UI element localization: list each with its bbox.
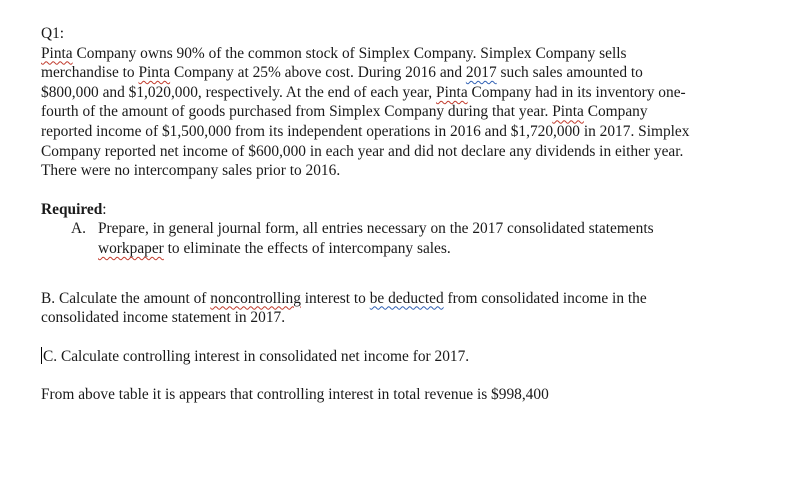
requirement-b: [41, 289, 793, 328]
spelling-flag[interactable]: Pinta: [552, 103, 584, 121]
list-marker: A.: [71, 220, 86, 238]
text-line: Pinta Company owns 90% of the common stock of Simplex Company. Simplex Company sells: [41, 44, 627, 62]
text-line: consolidated income statement in 2017.: [41, 309, 286, 327]
grammar-flag[interactable]: be deducted: [369, 289, 444, 307]
question-label: Q1:: [41, 25, 65, 42]
text-cursor[interactable]: [41, 347, 42, 364]
text-line: workpaper to eliminate the effects of intercompany sales.: [98, 239, 451, 257]
spelling-flag[interactable]: Pinta: [138, 64, 171, 82]
answer-paragraph: [41, 385, 793, 405]
text-line: merchandise to Pinta Company at 25% above cost. During 2016 and 2017 such sales amounted to: [41, 64, 643, 82]
text-line: B. Calculate the amount of noncontrolling interest to be deducted from consolidated income in the: [41, 289, 647, 307]
question-text: [41, 24, 793, 181]
spelling-flag[interactable]: Pinta: [41, 44, 73, 62]
required-section: Required: A. Prepare, in general journal form, all entries necessary on the 2017 consolidated statements workpaper to eliminate the effects of intercompany sales.: [41, 200, 793, 259]
grammar-flag[interactable]: 2017: [465, 64, 497, 82]
spelling-flag[interactable]: noncontrolling: [210, 289, 301, 307]
text-line: $800,000 and $1,020,000, respectively. At the end of each year, Pinta Company had in its inventory one-: [41, 83, 686, 101]
required-heading: Required: [41, 200, 103, 218]
spelling-flag[interactable]: workpaper: [98, 239, 164, 257]
text-line: fourth of the amount of goods purchased from Simplex Company during that year. Pinta Company: [41, 103, 648, 121]
document: [41, 24, 793, 405]
text-line: C. Calculate controlling interest in consolidated net income for 2017.: [43, 347, 470, 365]
text-line: reported income of $1,500,000 from its independent operations in 2016 and $1,720,000 in 2017. Simplex: [41, 122, 690, 140]
text-line: Prepare, in general journal form, all entries necessary on the 2017 consolidated statements: [98, 220, 654, 238]
text-line: Company reported net income of $600,000 in each year and did not declare any dividends in either year.: [41, 142, 684, 160]
requirement-a: [71, 219, 793, 258]
text-line: From above table it is appears that controlling interest in total revenue is $998,400: [41, 386, 549, 404]
text-line: There were no intercompany sales prior to 2016.: [41, 162, 341, 180]
spelling-flag[interactable]: Pinta: [436, 83, 468, 101]
requirement-c: [41, 347, 793, 367]
